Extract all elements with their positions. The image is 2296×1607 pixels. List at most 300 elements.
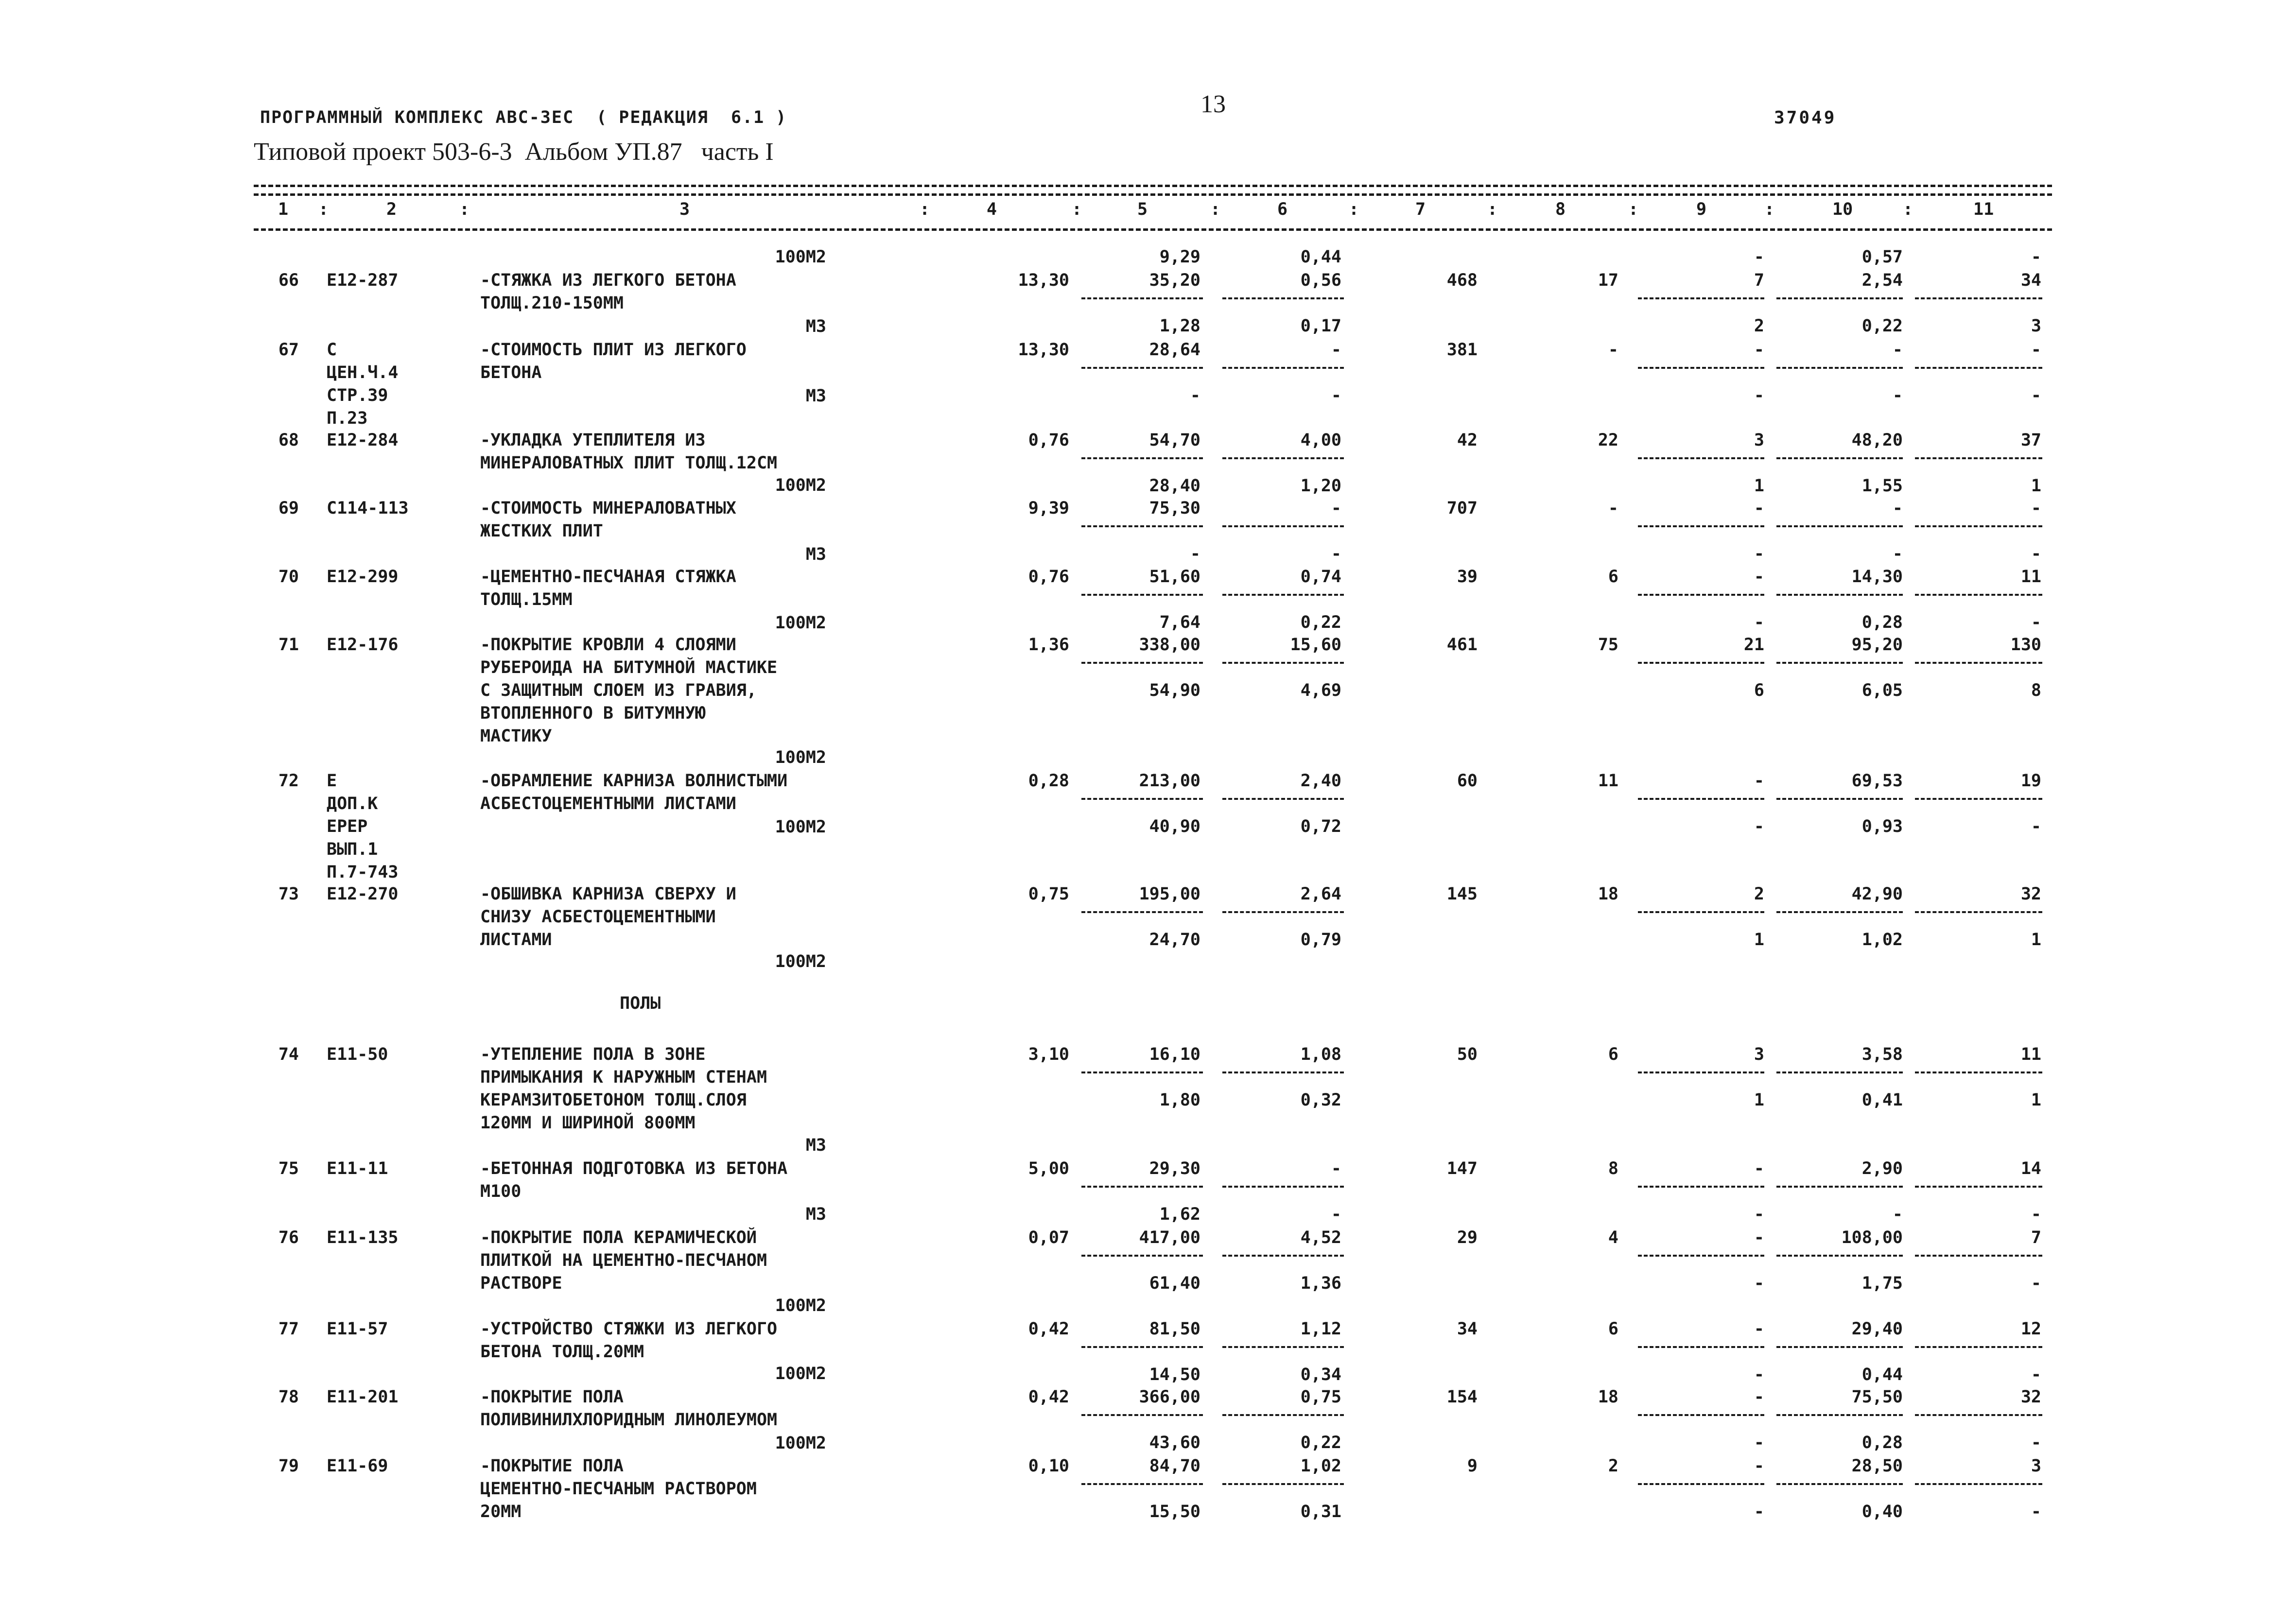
cell-c11-main: 3 [2031,1456,2041,1476]
value-divider [1638,1071,1764,1073]
work-description: -ПОКРЫТИЕ ПОЛА [480,1456,624,1476]
value-divider [1915,798,2042,800]
value-divider [1915,1483,2042,1485]
column-number: 8 [1555,200,1566,219]
value-divider [1081,367,1203,369]
cell-c5-main: 28,64 [1149,340,1200,360]
cell-c8: 6 [1608,567,1618,587]
cell-c5-main: 84,70 [1149,1456,1200,1476]
cell-c7: 60 [1457,771,1478,791]
cell-c10-main: 29,40 [1851,1319,1903,1339]
value-divider [1776,911,1903,913]
work-description: РАСТВОРЕ [480,1274,562,1293]
cell-c9-main: 7 [1754,271,1764,290]
cell-c10-main: - [1892,499,1903,518]
value-divider [1776,594,1903,596]
cell-c7: 707 [1446,499,1478,518]
column-number: 3 [679,200,690,219]
cell-c10-sub: 0,40 [1861,1502,1903,1521]
value-divider [1776,1414,1903,1416]
cell-c9-sub: - [1754,1433,1764,1452]
section-title: ПОЛЫ [620,994,661,1013]
value-divider [1915,367,2042,369]
cell-c8: 2 [1608,1456,1618,1476]
value-divider [1638,1255,1764,1257]
rate-code: Е12-284 [327,431,399,450]
cell-c11-main: 34 [2020,271,2041,290]
cell-c6-sub: 0,79 [1300,930,1341,950]
cell-c5-main: 35,20 [1149,271,1200,290]
cell-c11-sub: - [2031,817,2041,836]
header-rule-top [254,185,2052,187]
work-description: ВТОПЛЕННОГО В БИТУМНУЮ [480,704,706,723]
rate-code: Е11-57 [327,1319,388,1339]
cell-c6-main: - [1331,499,1341,518]
value-divider [1081,457,1203,459]
work-description: -СТОИМОСТЬ МИНЕРАЛОВАТНЫХ [480,499,736,518]
cell-c11-main: - [2031,340,2041,360]
value-divider [1222,662,1344,664]
work-description: ТОЛЩ.210-150ММ [480,294,624,313]
value-divider [1222,1255,1344,1257]
cell-c4: 0,07 [1028,1228,1069,1247]
work-description: -ПОКРЫТИЕ ПОЛА КЕРАМИЧЕСКОЙ [480,1228,757,1247]
carry-over-value: 0,44 [1300,247,1341,267]
cell-c6-main: - [1331,1159,1341,1178]
value-divider [1638,662,1764,664]
cell-c10-sub: 0,28 [1861,613,1903,632]
column-separator: : [459,200,470,219]
cell-c6-sub: 4,69 [1300,681,1341,700]
value-divider [1915,594,2042,596]
cell-c6-main: 0,56 [1300,271,1341,290]
cell-c10-main: 28,50 [1851,1456,1903,1476]
work-description: МАСТИКУ [480,726,552,746]
work-description: -ПОКРЫТИЕ ПОЛА [480,1387,624,1407]
cell-c7: 50 [1457,1045,1478,1064]
cell-c7: 147 [1446,1159,1478,1178]
cell-c8: - [1608,499,1618,518]
unit-label: 100М2 [775,613,826,633]
unit-label: 100М2 [775,952,826,971]
value-divider [1915,1186,2042,1188]
unit-label: 100М2 [775,817,826,837]
cell-c7: 29 [1457,1228,1478,1247]
cell-c8: 6 [1608,1319,1618,1339]
value-divider [1638,911,1764,913]
cell-c11-sub: - [2031,1433,2041,1452]
cell-c6-main: 15,60 [1290,635,1341,655]
value-divider [1222,1186,1344,1188]
cell-c11-sub: 8 [2031,681,2041,700]
cell-c10-sub: 0,22 [1861,316,1903,336]
unit-label: 100М2 [775,1364,826,1383]
cell-c7: 39 [1457,567,1478,587]
cell-c5-main: 29,30 [1149,1159,1200,1178]
value-divider [1081,297,1203,299]
unit-label: М3 [805,1136,826,1155]
cell-c6-sub: 0,17 [1300,316,1341,336]
work-description: ТОЛЩ.15ММ [480,590,573,609]
cell-c11-main: 12 [2020,1319,2041,1339]
work-description: БЕТОНА ТОЛЩ.20ММ [480,1342,644,1362]
cell-c6-main: 4,52 [1300,1228,1341,1247]
value-divider [1081,911,1203,913]
cell-c10-main: 14,30 [1851,567,1903,587]
cell-c5-sub: - [1190,544,1200,564]
cell-c5-main: 51,60 [1149,567,1200,587]
row-number: 78 [278,1387,299,1407]
value-divider [1776,525,1903,527]
cell-c8: 6 [1608,1045,1618,1064]
work-description: М100 [480,1182,522,1201]
cell-c6-main: 2,40 [1300,771,1341,791]
cell-c11-main: 130 [2010,635,2041,655]
cell-c9-main: - [1754,1319,1764,1339]
value-divider [1638,594,1764,596]
cell-c4: 1,36 [1028,635,1069,655]
cell-c5-main: 81,50 [1149,1319,1200,1339]
rate-code: Е12-270 [327,884,399,904]
column-number: 11 [1973,200,1994,219]
rate-code: Е11-69 [327,1456,388,1476]
column-number: 7 [1415,200,1426,219]
cell-c11-main: 14 [2020,1159,2041,1178]
cell-c4: 9,39 [1028,499,1069,518]
work-description: -ЦЕМЕНТНО-ПЕСЧАНАЯ СТЯЖКА [480,567,736,587]
cell-c5-main: 195,00 [1139,884,1200,904]
rate-code: Е11-135 [327,1228,399,1247]
cell-c10-main: 95,20 [1851,635,1903,655]
cell-c8: 8 [1608,1159,1618,1178]
value-divider [1222,1346,1344,1348]
cell-c9-main: - [1754,771,1764,791]
column-separator: : [1903,200,1913,219]
cell-c5-main: 16,10 [1149,1045,1200,1064]
cell-c10-main: 42,90 [1851,884,1903,904]
cell-c10-main: 2,90 [1861,1159,1903,1178]
value-divider [1776,367,1903,369]
work-description: РУБЕРОИДА НА БИТУМНОЙ МАСТИКЕ [480,658,778,677]
work-description: -УСТРОЙСТВО СТЯЖКИ ИЗ ЛЕГКОГО [480,1319,778,1339]
work-description: ПОЛИВИНИЛХЛОРИДНЫМ ЛИНОЛЕУМОМ [480,1410,778,1430]
value-divider [1638,297,1764,299]
cell-c9-sub: 1 [1754,476,1764,496]
column-separator: : [1349,200,1359,219]
cell-c5-sub: 1,28 [1159,316,1200,336]
cell-c10-main: 2,54 [1861,271,1903,290]
cell-c10-sub: 0,93 [1861,817,1903,836]
unit-label: 100М2 [775,247,826,267]
cell-c11-sub: 3 [2031,316,2041,336]
value-divider [1222,798,1344,800]
unit-label: 100М2 [775,1434,826,1453]
value-divider [1776,457,1903,459]
value-divider [1222,457,1344,459]
cell-c5-main: 75,30 [1149,499,1200,518]
cell-c9-main: - [1754,340,1764,360]
cell-c5-sub: 54,90 [1149,681,1200,700]
cell-c11-main: 32 [2020,884,2041,904]
cell-c4: 13,30 [1018,271,1069,290]
value-divider [1915,662,2042,664]
rate-code: ЦЕН.Ч.4 [327,363,399,382]
cell-c6-main: 1,02 [1300,1456,1341,1476]
column-separator: : [1764,200,1775,219]
row-number: 72 [278,771,299,791]
row-number: 74 [278,1045,299,1064]
column-separator: : [318,200,329,219]
unit-label: 100М2 [775,1296,826,1315]
cell-c7: 154 [1446,1387,1478,1407]
value-divider [1222,525,1344,527]
cell-c6-sub: 1,20 [1300,476,1341,496]
cell-c11-sub: - [2031,1205,2041,1224]
cell-c10-sub: 0,44 [1861,1365,1903,1384]
work-description: ПЛИТКОЙ НА ЦЕМЕНТНО-ПЕСЧАНОМ [480,1251,767,1270]
work-description: СНИЗУ АСБЕСТОЦЕМЕНТНЫМИ [480,907,716,927]
column-number: 9 [1696,200,1707,219]
cell-c10-main: 75,50 [1851,1387,1903,1407]
rate-code: П.7-743 [327,863,399,882]
work-description: -СТЯЖКА ИЗ ЛЕГКОГО БЕТОНА [480,271,736,290]
carry-over-value: - [1754,247,1764,267]
rate-code: ДОП.К [327,794,378,813]
cell-c4: 3,10 [1028,1045,1069,1064]
value-divider [1915,1071,2042,1073]
work-description: -СТОИМОСТЬ ПЛИТ ИЗ ЛЕГКОГО [480,340,747,360]
cell-c8: 4 [1608,1228,1618,1247]
value-divider [1915,297,2042,299]
cell-c9-sub: 1 [1754,1090,1764,1110]
cell-c11-main: 19 [2020,771,2041,791]
rate-code: Е12-287 [327,271,399,290]
cell-c7: 34 [1457,1319,1478,1339]
value-divider [1081,1414,1203,1416]
cell-c8: 75 [1598,635,1618,655]
row-number: 77 [278,1319,299,1339]
cell-c5-main: 417,00 [1139,1228,1200,1247]
value-divider [1776,297,1903,299]
cell-c9-sub: - [1754,1274,1764,1293]
cell-c6-sub: 0,22 [1300,613,1341,632]
value-divider [1081,798,1203,800]
unit-label: М3 [805,545,826,564]
cell-c6-sub: - [1331,544,1341,564]
cell-c9-main: - [1754,1456,1764,1476]
cell-c6-main: 2,64 [1300,884,1341,904]
cell-c9-sub: - [1754,817,1764,836]
cell-c8: - [1608,340,1618,360]
project-line: Типовой проект 503-6-3 Альбом УП.87 часть I [254,138,774,166]
value-divider [1776,798,1903,800]
value-divider [1081,1483,1203,1485]
cell-c9-main: 21 [1743,635,1764,655]
column-separator: : [1628,200,1639,219]
cell-c11-main: 11 [2020,1045,2041,1064]
cell-c11-main: - [2031,499,2041,518]
cell-c10-main: 108,00 [1841,1228,1903,1247]
cell-c9-main: - [1754,1228,1764,1247]
cell-c11-main: 37 [2020,431,2041,450]
row-number: 70 [278,567,299,587]
cell-c9-sub: 2 [1754,316,1764,336]
cell-c6-main: 1,08 [1300,1045,1341,1064]
work-description: -УКЛАДКА УТЕПЛИТЕЛЯ ИЗ [480,431,706,450]
cell-c7: 9 [1467,1456,1478,1476]
cell-c9-sub: 1 [1754,930,1764,950]
column-number: 6 [1277,200,1288,219]
row-number: 71 [278,635,299,655]
column-separator: : [920,200,930,219]
rate-code: Е11-201 [327,1387,399,1407]
cell-c6-main: - [1331,340,1341,360]
rate-code: СТР.39 [327,386,388,405]
unit-label: 100М2 [775,476,826,495]
row-number: 76 [278,1228,299,1247]
cell-c5-sub: 1,80 [1159,1090,1200,1110]
cell-c5-sub: - [1190,386,1200,405]
cell-c10-sub: - [1892,1205,1903,1224]
cell-c11-sub: - [2031,1365,2041,1384]
row-number: 79 [278,1456,299,1476]
value-divider [1638,1483,1764,1485]
carry-over-value: 0,57 [1861,247,1903,267]
value-divider [1638,367,1764,369]
carry-over-value: 9,29 [1159,247,1200,267]
row-number: 68 [278,431,299,450]
value-divider [1638,1186,1764,1188]
cell-c10-sub: - [1892,544,1903,564]
value-divider [1081,662,1203,664]
cell-c4: 0,75 [1028,884,1069,904]
work-description: -ОБШИВКА КАРНИЗА СВЕРХУ И [480,884,736,904]
cell-c5-main: 338,00 [1139,635,1200,655]
cell-c11-main: 11 [2020,567,2041,587]
work-description: ЦЕМЕНТНО-ПЕСЧАНЫМ РАСТВОРОМ [480,1479,757,1499]
cell-c6-sub: 0,32 [1300,1090,1341,1110]
unit-label: М3 [805,317,826,336]
work-description: КЕРАМЗИТОБЕТОНОМ ТОЛЩ.СЛОЯ [480,1090,747,1110]
cell-c7: 461 [1446,635,1478,655]
cell-c10-sub: 1,75 [1861,1274,1903,1293]
work-description: -ПОКРЫТИЕ КРОВЛИ 4 СЛОЯМИ [480,635,736,655]
rate-code: Е12-176 [327,635,399,655]
rate-code: П.23 [327,409,368,428]
cell-c9-main: 3 [1754,431,1764,450]
cell-c9-sub: - [1754,1365,1764,1384]
cell-c6-main: 1,12 [1300,1319,1341,1339]
column-number: 1 [278,200,289,219]
column-number: 5 [1137,200,1148,219]
column-number: 10 [1832,200,1853,219]
carry-over-value: - [2031,247,2041,267]
cell-c5-main: 366,00 [1139,1387,1200,1407]
cell-c9-main: - [1754,1159,1764,1178]
cell-c4: 0,76 [1028,431,1069,450]
page-number: 13 [1200,90,1226,118]
cell-c6-main: 0,75 [1300,1387,1341,1407]
column-number: 2 [386,200,397,219]
row-number: 75 [278,1159,299,1178]
cell-c11-main: 7 [2031,1228,2041,1247]
cell-c10-main: 48,20 [1851,431,1903,450]
value-divider [1638,457,1764,459]
value-divider [1081,525,1203,527]
header-rule-top-2 [254,193,2052,196]
cell-c6-sub: 0,72 [1300,817,1341,836]
cell-c11-main: 32 [2020,1387,2041,1407]
value-divider [1222,594,1344,596]
unit-label: М3 [805,386,826,406]
cell-c9-sub: - [1754,544,1764,564]
header-rule-bottom [254,228,2052,231]
work-description: 20ММ [480,1502,522,1521]
work-description: ЖЕСТКИХ ПЛИТ [480,521,603,541]
value-divider [1915,911,2042,913]
unit-label: 100М2 [775,748,826,767]
work-description: ПРИМЫКАНИЯ К НАРУЖНЫМ СТЕНАМ [480,1068,767,1087]
cell-c10-sub: 1,55 [1861,476,1903,496]
cell-c9-sub: - [1754,1502,1764,1521]
document-code: 37049 [1774,108,1837,128]
cell-c6-sub: 0,34 [1300,1365,1341,1384]
column-number: 4 [987,200,997,219]
column-separator: : [1072,200,1082,219]
cell-c5-sub: 7,64 [1159,613,1200,632]
rate-code: Е12-299 [327,567,399,587]
cell-c4: 5,00 [1028,1159,1069,1178]
cell-c5-sub: 43,60 [1149,1433,1200,1452]
value-divider [1638,798,1764,800]
cell-c9-sub: 6 [1754,681,1764,700]
cell-c7: 381 [1446,340,1478,360]
cell-c11-sub: - [2031,386,2041,405]
cell-c4: 13,30 [1018,340,1069,360]
cell-c8: 18 [1598,1387,1618,1407]
work-description: АСБЕСТОЦЕМЕНТНЫМИ ЛИСТАМИ [480,794,736,813]
value-divider [1776,1186,1903,1188]
cell-c9-main: 2 [1754,884,1764,904]
value-divider [1081,1255,1203,1257]
cell-c10-main: - [1892,340,1903,360]
value-divider [1222,367,1344,369]
cell-c10-sub: 0,28 [1861,1433,1903,1452]
value-divider [1776,1346,1903,1348]
column-separator: : [1210,200,1221,219]
cell-c6-sub: 0,31 [1300,1502,1341,1521]
value-divider [1638,525,1764,527]
cell-c9-main: 3 [1754,1045,1764,1064]
cell-c6-sub: - [1331,1205,1341,1224]
cell-c11-sub: 1 [2031,1090,2041,1110]
cell-c5-sub: 61,40 [1149,1274,1200,1293]
cell-c11-sub: - [2031,613,2041,632]
value-divider [1776,1255,1903,1257]
cell-c5-sub: 24,70 [1149,930,1200,950]
cell-c9-sub: - [1754,613,1764,632]
cell-c7: 145 [1446,884,1478,904]
cell-c7: 468 [1446,271,1478,290]
cell-c4: 0,76 [1028,567,1069,587]
cell-c8: 11 [1598,771,1618,791]
cell-c6-main: 4,00 [1300,431,1341,450]
cell-c9-main: - [1754,567,1764,587]
work-description: -ОБРАМЛЕНИЕ КАРНИЗА ВОЛНИСТЫМИ [480,771,788,791]
cell-c10-sub: - [1892,386,1903,405]
rate-code: Е [327,771,337,791]
cell-c10-sub: 1,02 [1861,930,1903,950]
